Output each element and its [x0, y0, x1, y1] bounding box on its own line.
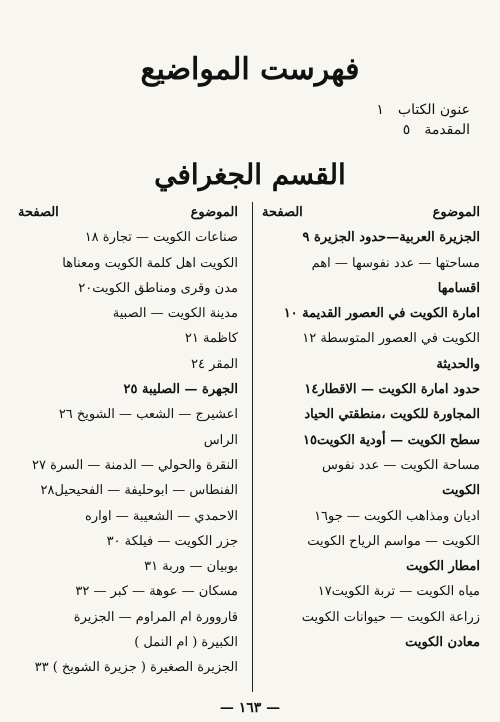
toc-line: معادن الكويت — [405, 635, 480, 651]
toc-line: مساحة الكويت — عدد نفوس — [321, 457, 480, 473]
toc-line: مسكان — عوهة — كبر — ٣٢ — [75, 584, 238, 600]
toc-line: اديان ومذاهب الكويت — جو١٦ — [314, 508, 480, 524]
toc-column-right — [262, 200, 480, 655]
toc-line: بوبيان — وربة ٣١ — [144, 559, 238, 575]
front-matter-label: المقدمة — [424, 122, 470, 138]
toc-line: الاحمدي — الشعيبة — اواره — [85, 508, 238, 524]
column-divider — [252, 202, 253, 692]
toc-line: الكبيرة ( ام النمل ) — [134, 635, 238, 651]
toc-line: الجزيرة الصغيرة ( جزيرة الشويخ ) ٣٣ — [34, 660, 238, 676]
column-header — [262, 200, 480, 225]
toc-line: الكويت — [442, 483, 480, 499]
toc-line: النقرة والحولي — الدمنة — السرة ٢٧ — [32, 457, 238, 473]
toc-line: الكويت اهل كلمة الكويت ومعناها — [62, 255, 238, 271]
toc-line: سطح الكويت — أودية الكويت١٥ — [303, 432, 480, 448]
page-number: — ١٦٣ — — [219, 700, 281, 716]
toc-line: الكويت — مواسم الرياح الكويت — [307, 533, 480, 549]
toc-line: زراعة الكويت — حيوانات الكويت — [301, 609, 480, 625]
toc-line: صناعات الكويت — تجارة ١٨ — [84, 230, 238, 246]
toc-line: الجزيرة العربية—حدود الجزيرة ٩ — [302, 230, 480, 246]
toc-line: الجهرة — الصليبة ٢٥ — [123, 382, 238, 398]
toc-line: حدود امارة الكويت — الاقطار١٤ — [304, 382, 480, 398]
toc-line: مدينة الكويت — الصبية — [112, 306, 238, 322]
toc-line: امطار الكويت — [406, 559, 480, 575]
header-topic: الموضوع — [190, 205, 238, 220]
header-topic: الموضوع — [432, 205, 480, 220]
toc-line: جزر الكويت — فيلكة ٣٠ — [106, 533, 238, 549]
front-matter-row — [290, 100, 470, 120]
front-matter-row — [290, 120, 470, 140]
section-title: القسم الجغرافي — [154, 158, 346, 191]
toc-column-left — [18, 200, 238, 681]
page-title: فهرست المواضيع — [140, 52, 360, 87]
toc-line: كاظمة ٢١ — [184, 331, 238, 347]
column-header — [18, 200, 238, 225]
toc-line: الفنطاس — ابوحليفة — الفحيحيل٢٨ — [40, 483, 238, 499]
header-page: الصفحة — [262, 205, 303, 220]
toc-line: الكويت في العصور المتوسطة ١٢ — [302, 331, 480, 347]
front-matter-page: ١ — [376, 102, 384, 118]
toc-line: اقسامها — [437, 280, 480, 296]
header-page: الصفحة — [18, 205, 59, 220]
toc-line: مياه الكويت — تربة الكويت١٧ — [317, 584, 480, 600]
front-matter-page: ٥ — [402, 122, 411, 138]
toc-line: المجاورة للكويت ،منطقتي الحياد — [304, 407, 480, 423]
toc-line: قاروورة ام المراوم — الجزيرة — [73, 609, 238, 625]
toc-line: مدن وقرى ومناطق الكويت٢٠ — [78, 280, 238, 296]
toc-line: امارة الكويت في العصور القديمة ١٠ — [283, 306, 480, 322]
front-matter — [290, 100, 470, 140]
toc-line: اعشيرج — الشعب — الشويخ ٢٦ — [58, 407, 238, 423]
toc-line: مساحتها — عدد نفوسها — اهم — [311, 255, 480, 271]
toc-line: الراس — [203, 432, 238, 448]
toc-line: المقر ٢٤ — [191, 356, 238, 372]
toc-line: والحديثة — [436, 356, 480, 372]
front-matter-label: عنون الكتاب — [397, 102, 470, 118]
